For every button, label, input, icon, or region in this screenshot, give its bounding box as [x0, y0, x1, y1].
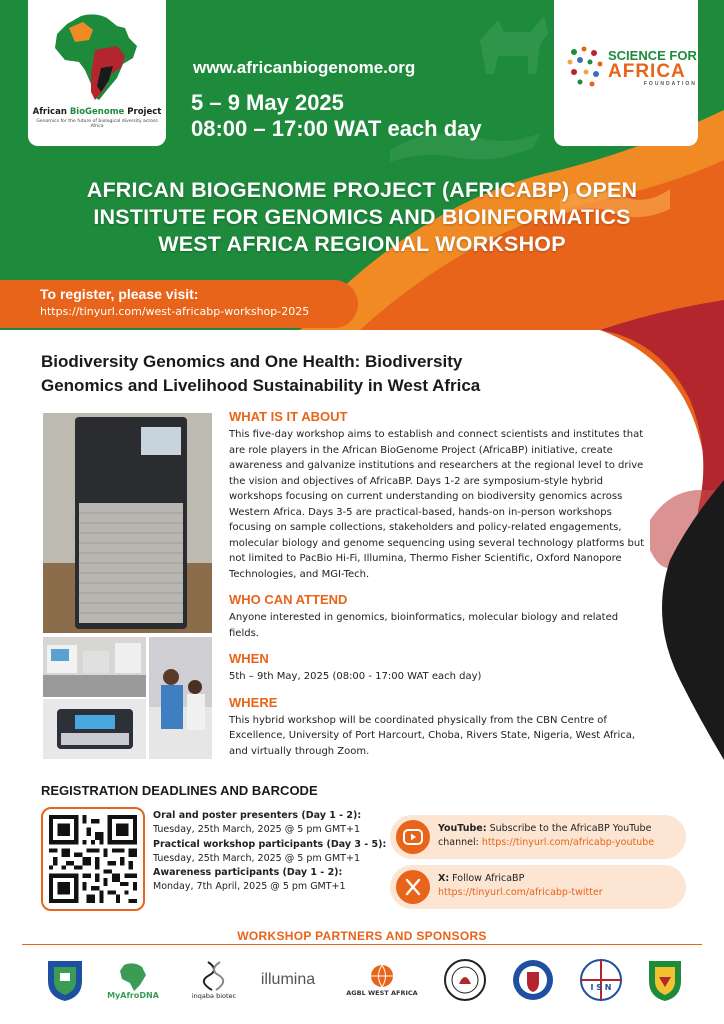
- x-link[interactable]: https://tinyurl.com/africabp-twitter: [438, 887, 603, 898]
- partner-uniport-logo: [40, 955, 90, 1005]
- africa-dna-icon: [116, 961, 150, 991]
- date-line: 5 – 9 May 2025: [191, 90, 344, 115]
- isn-icon: [578, 957, 624, 1003]
- partners-divider: [22, 944, 702, 945]
- crest-shield-icon: [645, 957, 685, 1003]
- sfa-text: SCIENCE FOR AFRICA FOUNDATION: [608, 48, 697, 87]
- shield-icon: [44, 957, 86, 1003]
- partner-agbl-logo: AGBL WEST AFRICA: [340, 955, 424, 1005]
- subtitle: Biodiversity Genomics and One Health: Biodiversity Genomics and Livelihood Sustainability in West Africa: [41, 352, 481, 395]
- youtube-link[interactable]: https://tinyurl.com/africabp-youtube: [481, 837, 655, 848]
- where-heading: WHERE: [229, 694, 278, 710]
- crest-icon: [511, 958, 555, 1002]
- details-content: [229, 409, 649, 759]
- attend-text: Anyone interested in genomics, bioinformatics, molecular biology and related fields.: [229, 612, 619, 639]
- partner-knust-logo: [640, 955, 690, 1005]
- partners-heading: WORKSHOP PARTNERS AND SPONSORS: [0, 929, 724, 943]
- qr-code-icon: [49, 815, 137, 903]
- x-icon: [396, 870, 430, 904]
- website-text: www.africanbiogenome.org: [193, 58, 416, 77]
- register-link[interactable]: https://tinyurl.com/west-africabp-workshop-2025: [40, 305, 310, 318]
- youtube-text: YouTube: Subscribe to the AfricaBP YouTube channel: https://tinyurl.com/africabp-youtube: [438, 823, 655, 848]
- deadlines-heading: REGISTRATION DEADLINES AND BARCODE: [41, 783, 318, 798]
- x-text: X: Follow AfricaBP https://tinyurl.com/africabp-twitter: [438, 873, 603, 898]
- partner-myafrodna-logo: MyAfroDNA: [104, 955, 162, 1005]
- when-text: 5th – 9th May, 2025 (08:00 - 17:00 WAT each day): [229, 671, 482, 682]
- partner-seal-logo: [440, 955, 490, 1005]
- africabp-logo-tagline: Genomics for the future of biological diversity across Africa: [36, 119, 158, 129]
- when-heading: WHEN: [229, 651, 269, 666]
- partner-illumina-logo: illumina: [260, 971, 316, 988]
- lab-bench-photo: [43, 637, 146, 697]
- qr-code[interactable]: [41, 807, 145, 911]
- globe-icon: [369, 963, 395, 989]
- youtube-banner[interactable]: [390, 815, 686, 859]
- about-text: This five-day workshop aims to establish and connect scientists and institutes that are role players in the African BioGenome Project (AfricaBP) initiative, create awareness and galvanize institutions and researchers at the regional level to drive the vision and objectives of AfricaBP. Days 1-2 are symposium-style hybrid workshops focusing on current understanding on biodiversity genomics across Western Africa. Days 3-5 are practical-based, hands-on in-person workshops focusing on sample collections, stakeholders and policy-related engagements, molecular biology and genome sequencing using several technology platforms but not limited to PacBio Hi-Fi, Illumina, Thermo Fisher Scientific, Oxford Nanopore Technologies, and MGI-Tech.: [229, 429, 645, 580]
- about-heading: WHAT IS IT ABOUT: [229, 409, 348, 424]
- sequencer-photo: [43, 413, 212, 633]
- register-label: To register, please visit:: [40, 286, 199, 302]
- x-banner[interactable]: [390, 865, 686, 909]
- partner-inqaba-logo: inqaba biotec: [188, 955, 240, 1005]
- main-title: AFRICAN BIOGENOME PROJECT (AFRICABP) OPEN INSTITUTE FOR GENOMICS AND BIOINFORMATICS WEST AFRICA REGIONAL WORKSHOP: [86, 178, 638, 256]
- deadline-list: Oral and poster presenters (Day 1 - 2): Tuesday, 25th March, 2025 @ 5 pm GMT+1 Practical workshop participants (Day 3 - 5): Tuesday, 25th March, 2025 @ 5 pm GMT+1 Awareness participants (Day 1 - 2): Monday, 7th April, 2025 @ 5 pm GMT+1: [153, 810, 387, 893]
- dna-helix-icon: [202, 960, 226, 992]
- partner-crest-logo: [508, 955, 558, 1005]
- partner-isn-logo: I S N: [576, 955, 626, 1005]
- instrument-photo: [43, 699, 146, 759]
- lab-workers-photo: [149, 637, 212, 759]
- africabp-logo-name: African BioGenome Project: [32, 107, 162, 117]
- youtube-icon: [396, 820, 430, 854]
- seal-icon: [443, 958, 487, 1002]
- where-text: This hybrid workshop will be coordinated physically from the CBN Centre of Excellence, University of Port Harcourt, Choba, Rivers State, Nigeria, West Africa, and virtually through Zoom.: [229, 714, 636, 757]
- time-line: 08:00 – 17:00 WAT each day: [191, 116, 482, 141]
- attend-heading: WHO CAN ATTEND: [229, 592, 348, 607]
